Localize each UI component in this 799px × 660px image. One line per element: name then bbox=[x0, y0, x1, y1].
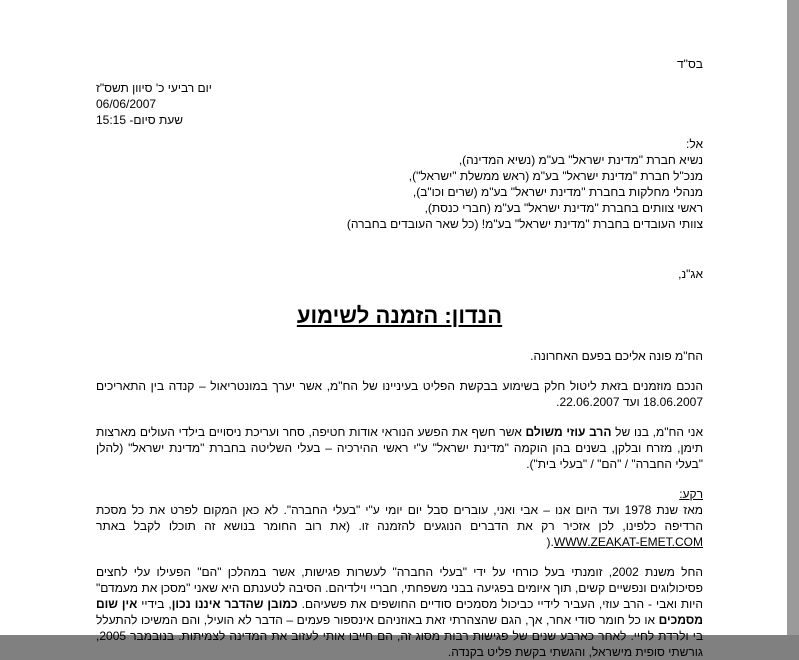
recipients-list bbox=[96, 152, 703, 232]
p4-close: ). bbox=[546, 535, 554, 549]
letter-title: הנדון: הזמנה לשימוע bbox=[296, 303, 503, 328]
recipient-line: מנהלי מחלקות בחברת "מדינת ישראל" בע"מ (שרים וכו"ב), bbox=[412, 185, 703, 199]
paragraph-2: הנכם מוזמנים בזאת ליטול חלק בשימוע בבקשת הפליט בעיניינו של הח"מ, אשר יערך במונטריאול – קנדה בין התאריכים 18.06.2007 ועד 22.06.2007. bbox=[96, 379, 703, 409]
background-label: רקע: bbox=[679, 487, 703, 501]
p4-text: מאז שנת 1978 ועד היום אנו – אבי ואני, עוברים סבל יום יומי ע"י "בעלי החברה". לא כאן המקום לפרט את כל מסכת הרדיפה כלפינו, לכן אזכיר רק את הדברים הנוגעים להזמנה זו. (את רוב החומר בנושא זה תוכלו לקבל באתר bbox=[96, 503, 703, 533]
recipient-line: ראשי צוותים בחברת "מדינת ישראל" בע"מ (חברי כנסת), bbox=[424, 201, 703, 215]
paragraph-5 bbox=[96, 564, 703, 660]
letter-body bbox=[96, 56, 703, 660]
vertical-scrollbar[interactable] bbox=[787, 0, 799, 635]
recipient-line: מנכ"ל חברת "מדינת ישראל" בע"מ (ראש ממשלת "ישראל"), bbox=[408, 169, 703, 183]
p3-text: אני הח"מ, בנו של bbox=[611, 425, 704, 439]
to-label: אל: bbox=[686, 137, 703, 151]
bsd-header: בס"ד bbox=[677, 57, 703, 71]
recipient-line: נשיא חברת "מדינת ישראל" בע"מ (נשיא המדינה), bbox=[458, 153, 703, 167]
greeting: אג"נ, bbox=[678, 267, 703, 281]
paragraph-4 bbox=[96, 502, 703, 550]
p5-bold-1: כמובן שהדבר איננו נכון bbox=[171, 597, 298, 611]
recipient-line: צוותי העובדים בחברת "מדינת ישראל" בע"מ! (כל שאר העובדים בחברה) bbox=[346, 217, 703, 231]
website-link[interactable]: WWW.ZEAKAT-EMET.COM bbox=[553, 535, 703, 549]
p3-text: אשר חשף את הפשע הנוראי אודות חטיפה, סחר ועריכת ניסויים בילדי העולים מארצות תימן, מזרח ובלקן, בשנים בהן הוקמה "מדינת ישראל" ע"י ראשי ההירכיה – בעלי השליטה בחברת "מדינת ישראל" (להלן "בעלי החברה" / "הם" / "בעלי בית"). bbox=[96, 425, 703, 471]
p5-text: או כל חומר סודי אחר, אך, הגם שהצהרתי זאת באוזניהם אינספור פעמים – הדבר לא הועיל, והם המשיכו להתעלל בי ולרדת לחיי. לאחר כארבע שנים של פגישות רבות מסוג זה, הם חייבו אותי לעזוב את המדינה לצמיתות. בנובמבר 2005, גורשתי סופית מישראל, והגשתי בקשת פליט בקנדה. bbox=[96, 613, 703, 659]
hebrew-date: יום רביעי כ' סיוון תשס"ז bbox=[96, 81, 212, 95]
paragraph-1: הח"מ פונה אליכם בפעם האחרונה. bbox=[530, 349, 703, 363]
p5-bold-2: אין שום מסמכים bbox=[96, 597, 703, 627]
paragraph-3 bbox=[96, 424, 703, 472]
end-time: שעת סיום- 15:15 bbox=[96, 113, 183, 127]
p5-text: , בידיי bbox=[137, 597, 172, 611]
rabbi-name: הרב עוזי משולם bbox=[525, 425, 612, 439]
p5-text: החל משנת 2002, זומנתי בעל כורחי על ידי "בעלי החברה" לעשרות פגישות, אשר במהלכן "הם" הפעילו עלי לחצים פסיכולוגים ונפשיים קשים, תוך איומים בפגיעה בבני משפחתי, חבריי וילדיהם. הסיבה לטענתם היא שאני "מסכן את מעמדם" היות ואבי - הרב עוזי, העביר לידיי כביכול מסמכים סודיים החושפים את פשעיהם. bbox=[96, 565, 704, 611]
date-block bbox=[96, 80, 703, 128]
gregorian-date: 06/06/2007 bbox=[96, 97, 157, 111]
